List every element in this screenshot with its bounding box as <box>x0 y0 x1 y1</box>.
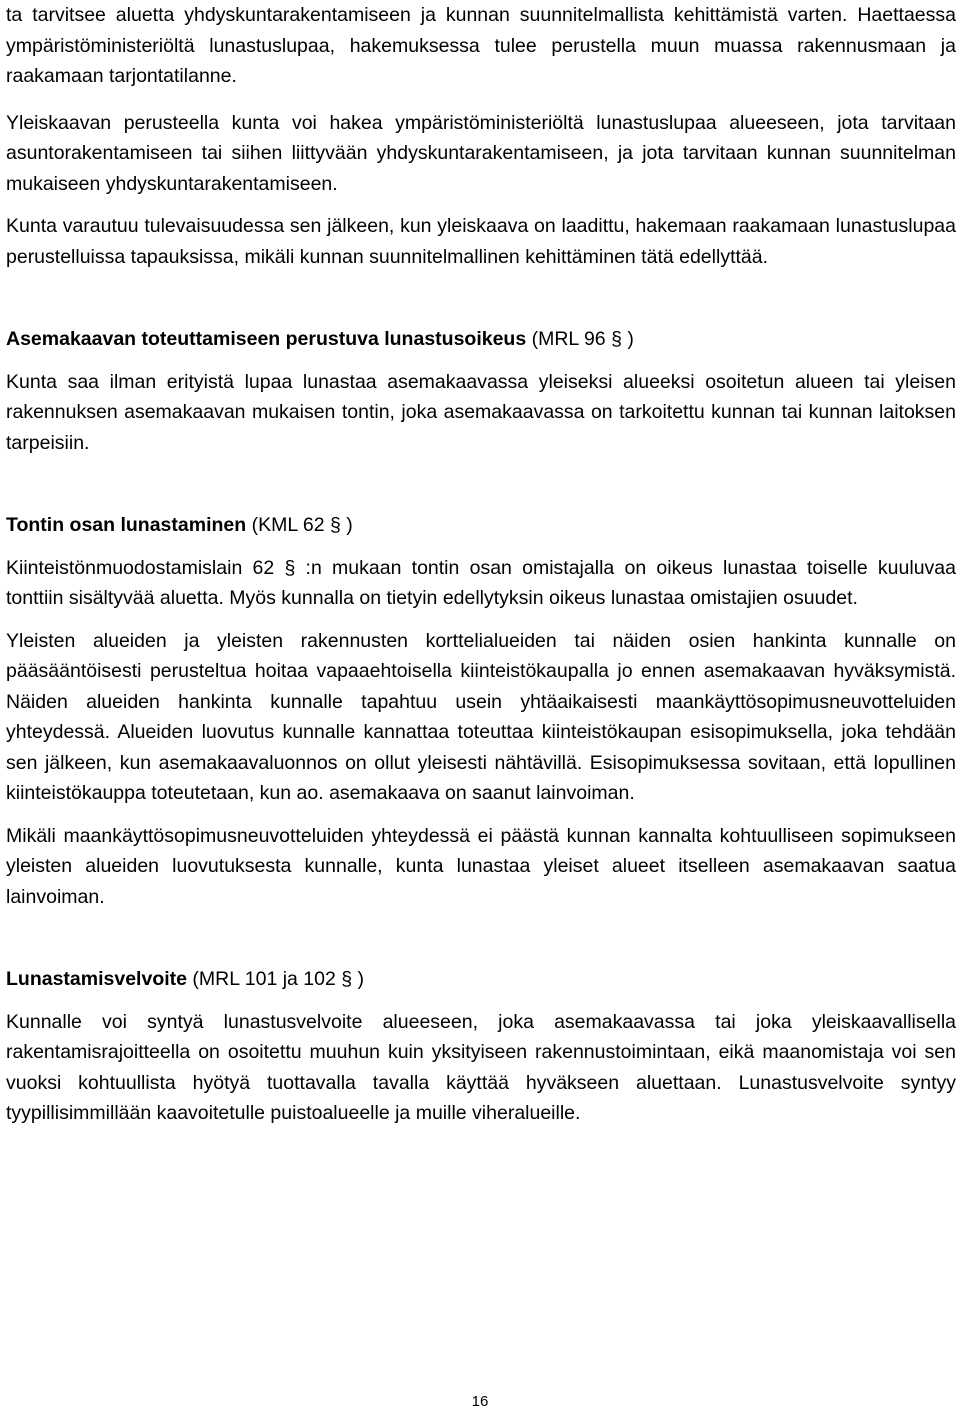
heading-law-reference: (KML 62 § ) <box>246 514 353 536</box>
paragraph-asemakaava-lunastus: Kunta saa ilman erityistä lupaa lunastaa asemakaavassa yleiseksi alueeksi osoitetun alueen tai yleisen rakennuksen asemakaavan mukaisen tontin, joka asemakaavassa on tarkoitettu kunnan tai kunnan laitoksen tarpeisiin. <box>6 370 956 454</box>
paragraph-yleiset-alueet-hankinta: Yleisten alueiden ja yleisten rakennusten korttelialueiden tai näiden osien hankinta kunnalle on pääsääntöisesti perusteltua hoitaa vapaaehtoisella kiinteistökaupalla jo ennen asemakaavan hyväksymistä. Näiden alueiden hankinta kunnalle tapahtuu usein yhtäaikaisesti maankäyttösopimusneuvotteluiden yhteydessä. Alueiden luovutus kunnalle kannattaa toteuttaa kiinteistökaupan esisopimuksella, joka tehdään sen jälkeen, kun asemakaavaluonnos on ollut yleisesti nähtävillä. Esisopimuksessa sovitaan, että lopullinen kiinteistökauppa toteutetaan, kun ao. asemakaava on saanut lainvoiman. <box>6 629 956 804</box>
paragraph-maankayttosopimus: Mikäli maankäyttösopimusneuvotteluiden yhteydessä ei päästä kunnan kannalta kohtuulliseen sopimukseen yleisten alueiden luovutuksesta kunnalle, kunta lunastaa yleiset alueet itselleen asemakaavan saatua lainvoiman. <box>6 824 956 908</box>
heading-title: Tontin osan lunastaminen <box>6 514 247 536</box>
paragraph-lunastuslupa-continuation: ta tarvitsee aluetta yhdyskuntarakentamiseen ja kunnan suunnitelmallista kehittämistä varten. Haettaessa ympäristöministeriöltä lunastuslupaa, hakemuksessa tulee perustella muun muassa rakennusmaan ja raakamaan tarjontatilanne. <box>6 4 956 87</box>
paragraph-yleiskaava-lunastuslupa: Yleiskaavan perusteella kunta voi hakea ympäristöministeriöltä lunastuslupaa alueeseen, jota tarvitaan asuntorakentamiseen tai siihen liittyvään yhdyskuntarakentamiseen, ja jota tarvitaan kunnan suunnitelman mukaiseen yhdyskuntarakentamiseen. <box>6 111 956 195</box>
section-heading-tontin-osan-lunastaminen <box>6 510 956 541</box>
heading-title: Lunastamisvelvoite <box>6 968 187 990</box>
heading-law-reference: (MRL 96 § ) <box>526 328 634 350</box>
paragraph-raakamaa-varautuminen: Kunta varautuu tulevaisuudessa sen jälkeen, kun yleiskaava on laadittu, hakemaan raakamaan lunastuslupaa perustelluissa tapauksissa, mikäli kunnan suunnitelmallinen kehittäminen tätä edellyttää. <box>6 215 956 268</box>
heading-title: Asemakaavan toteuttamiseen perustuva lunastusoikeus <box>6 328 527 350</box>
section-heading-lunastamisvelvoite <box>6 964 956 995</box>
paragraph-lunastusvelvoite: Kunnalle voi syntyä lunastusvelvoite alueeseen, joka asemakaavassa tai joka yleiskaavallisella rakentamisrajoitteella on osoitettu muuhun kuin yksityiseen rakennustoimintaan, eikä maanomistaja voi sen vuoksi kohtuullista hyötyä tuottavalla tavalla käyttää hyväkseen aluettaan. Lunastusvelvoite syntyy tyypillisimmillään kaavoitetulle puistoalueelle ja muille viheralueille. <box>6 1010 956 1124</box>
heading-law-reference: (MRL 101 ja 102 § ) <box>186 968 365 990</box>
paragraph-kml-62: Kiinteistönmuodostamislain 62 § :n mukaan tontin osan omistajalla on oikeus lunastaa toiselle kuuluvaa tonttiin sisältyvää aluetta. Myös kunnalla on tietyin edellytyksin oikeus lunastaa omistajien osuudet. <box>6 556 956 609</box>
page-number: 16 <box>471 1393 489 1410</box>
section-heading-asemakaava-lunastusoikeus <box>6 324 956 355</box>
document-page <box>6 0 956 1129</box>
